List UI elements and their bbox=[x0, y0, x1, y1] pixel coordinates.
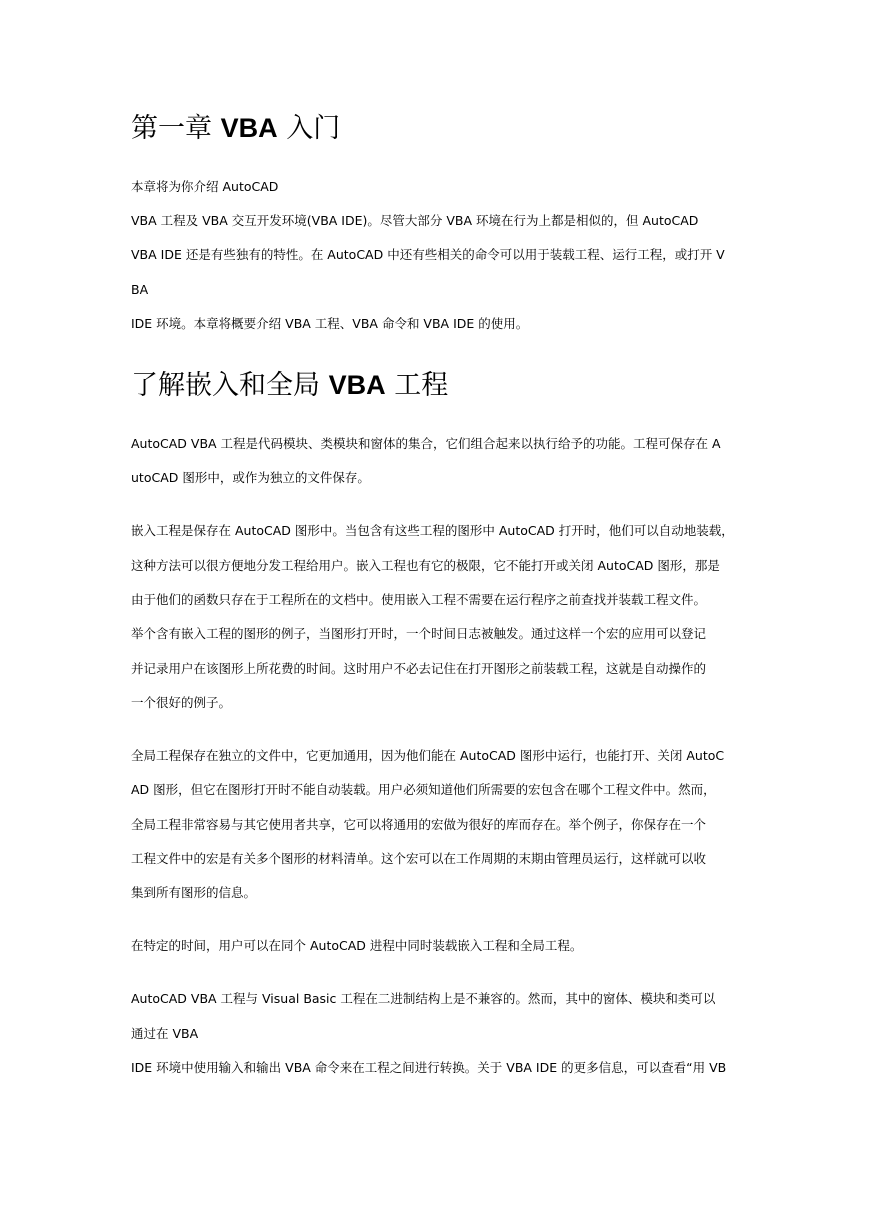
paragraph-line: 全局工程非常容易与其它使用者共享，它可以将通用的宏做为很好的库而存在。举个例子，你保存在一个 bbox=[131, 817, 707, 832]
intro-line: IDE 环境。本章将概要介绍 VBA 工程、VBA 命令和 VBA IDE 的使用。 bbox=[131, 316, 529, 331]
paragraph-line: 这种方法可以很方便地分发工程给用户。嵌入工程也有它的极限，它不能打开或关闭 AutoCAD 图形，那是 bbox=[131, 558, 720, 573]
paragraph-line: 并记录用户在该图形上所花费的时间。这时用户不必去记住在打开图形之前装载工程，这就是自动操作的 bbox=[131, 661, 707, 676]
paragraph-line: 嵌入工程是保存在 AutoCAD 图形中。当包含有这些工程的图形中 AutoCAD 打开时，他们可以自动地装载， bbox=[131, 523, 734, 538]
intro-line: VBA 工程及 VBA 交互开发环境(VBA IDE)。尽管大部分 VBA 环境在行为上都是相似的，但 AutoCAD bbox=[131, 213, 699, 228]
paragraph-line: 一个很好的例子。 bbox=[131, 695, 232, 710]
intro-line: 本章将为你介绍 AutoCAD bbox=[131, 179, 279, 194]
section-title bbox=[131, 365, 448, 406]
paragraph-line: 在特定的时间，用户可以在同个 AutoCAD 进程中同时装载嵌入工程和全局工程。 bbox=[131, 938, 583, 953]
chapter-title-bold: VBA bbox=[220, 113, 278, 143]
paragraph-line: 举个含有嵌入工程的图形的例子，当图形打开时，一个时间日志被触发。通过这样一个宏的应用可以登记 bbox=[131, 626, 707, 641]
paragraph-line: utoCAD 图形中，或作为独立的文件保存。 bbox=[131, 470, 370, 485]
paragraph-line: AutoCAD VBA 工程是代码模块、类模块和窗体的集合，它们组合起来以执行给予的功能。工程可保存在 A bbox=[131, 436, 721, 451]
paragraph-line: 通过在 VBA bbox=[131, 1026, 199, 1041]
section-title-bold: VBA bbox=[328, 370, 386, 400]
paragraph-line: 集到所有图形的信息。 bbox=[131, 885, 257, 900]
paragraph-line: 由于他们的函数只存在于工程所在的文档中。使用嵌入工程不需要在运行程序之前查找并装载工程文件。 bbox=[131, 592, 707, 607]
paragraph-line: 全局工程保存在独立的文件中，它更加通用，因为他们能在 AutoCAD 图形中运行，也能打开、关闭 AutoC bbox=[131, 748, 725, 763]
intro-line: BA bbox=[131, 282, 149, 297]
intro-line: VBA IDE 还是有些独有的特性。在 AutoCAD 中还有些相关的命令可以用于装载工程、运行工程，或打开 V bbox=[131, 247, 725, 262]
section-title-prefix: 了解嵌入和全局 bbox=[131, 370, 329, 401]
paragraph-line: 工程文件中的宏是有关多个图形的材料清单。这个宏可以在工作周期的末期由管理员运行，这样就可以收 bbox=[131, 851, 707, 866]
section-title-suffix: 工程 bbox=[385, 370, 449, 401]
paragraph-line: AutoCAD VBA 工程与 Visual Basic 工程在二进制结构上是不兼容的。然而，其中的窗体、模块和类可以 bbox=[131, 991, 716, 1006]
chapter-title-suffix: 入门 bbox=[277, 113, 341, 144]
paragraph-line: IDE 环境中使用输入和输出 VBA 命令来在工程之间进行转换。关于 VBA IDE 的更多信息，可以查看“用 VB bbox=[131, 1060, 727, 1075]
paragraph-line: AD 图形，但它在图形打开时不能自动装载。用户必须知道他们所需要的宏包含在哪个工程文件中。然而， bbox=[131, 782, 716, 797]
chapter-title bbox=[131, 108, 340, 149]
chapter-title-prefix: 第一章 bbox=[131, 113, 221, 144]
